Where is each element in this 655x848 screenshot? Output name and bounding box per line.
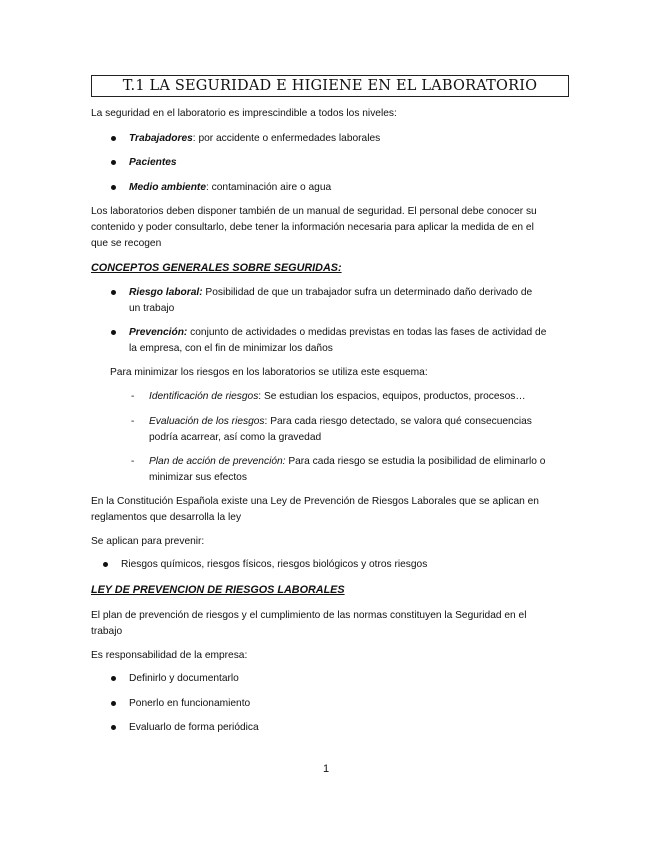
scheme-term: Plan de acción de prevención: (149, 456, 286, 467)
scheme-item-plan (149, 455, 545, 469)
scheme-text: : Se estudian los espacios, equipos, productos, procesos… (258, 391, 526, 402)
concept-item-prevention (129, 326, 546, 340)
bullet-icon (111, 330, 116, 335)
plan-line: El plan de prevención de riesgos y el cumplimiento de las normas constituyen la Seguridad en el (91, 610, 527, 621)
company-item: Ponerlo en funcionamiento (129, 698, 251, 709)
dash-marker: - (131, 456, 135, 467)
bullet-icon (111, 185, 116, 190)
level-item-patients (129, 156, 177, 170)
level-item-environment (129, 181, 331, 195)
bullet-icon (111, 160, 116, 165)
constitution-line: reglamentos que desarrolla la ley (91, 512, 242, 523)
section-heading-law: LEY DE PREVENCION DE RIESGOS LABORALES (91, 584, 345, 596)
manual-line: que se recogen (91, 238, 162, 249)
bullet-icon (111, 676, 116, 681)
intro-text: La seguridad en el laboratorio es imprescindible a todos los niveles: (91, 108, 397, 119)
bullet-icon (111, 701, 116, 706)
company-item: Evaluarlo de forma periódica (129, 722, 259, 733)
concept-item-risk (129, 286, 532, 300)
manual-line: contenido y poder consultarlo, debe tener la información necesaria para aplicar la medida de en el (91, 222, 534, 233)
concept-term: Prevención: (129, 327, 188, 338)
scheme-text: Para cada riesgo se estudia la posibilidad de eliminarlo o (285, 456, 546, 467)
bullet-icon (111, 136, 116, 141)
document-title: T.1 LA SEGURIDAD E HIGIENE EN EL LABORATORIO (91, 75, 569, 97)
concept-text-cont: la empresa, con el fin de minimizar los daños (129, 343, 333, 354)
constitution-line: En la Constitución Española existe una Ley de Prevención de Riesgos Laborales que se aplican en (91, 496, 539, 507)
company-intro: Es responsabilidad de la empresa: (91, 650, 248, 661)
manual-line: Los laboratorios deben disponer también de un manual de seguridad. El personal debe conocer su (91, 206, 537, 217)
prevent-item: Riesgos químicos, riesgos físicos, riesgos biológicos y otros riesgos (121, 559, 428, 570)
level-term: Trabajadores (129, 133, 193, 144)
section-heading-concepts: CONCEPTOS GENERALES SOBRE SEGURIDAS: (91, 262, 342, 274)
scheme-text-cont: minimizar sus efectos (149, 472, 247, 483)
scheme-item-identification (149, 390, 526, 404)
page-number: 1 (323, 763, 330, 775)
concept-text: Posibilidad de que un trabajador sufra un determinado daño derivado de (202, 287, 533, 298)
level-term: Pacientes (129, 157, 177, 168)
bullet-icon (111, 725, 116, 730)
bullet-icon (111, 290, 116, 295)
level-text: : por accidente o enfermedades laborales (192, 133, 381, 144)
scheme-text-cont: podría acarrear, así como la gravedad (149, 432, 322, 443)
dash-marker: - (131, 391, 135, 402)
prevent-intro: Se aplican para prevenir: (91, 536, 205, 547)
scheme-item-evaluation (149, 415, 532, 429)
scheme-term: Evaluación de los riesgos (149, 416, 265, 427)
scheme-text: : Para cada riesgo detectado, se valora qué consecuencias (264, 416, 532, 427)
bullet-icon (103, 562, 108, 567)
scheme-intro: Para minimizar los riesgos en los laboratorios se utiliza este esquema: (110, 367, 428, 378)
level-item-workers (129, 132, 380, 146)
level-text: : contaminación aire o agua (205, 182, 332, 193)
dash-marker: - (131, 416, 135, 427)
level-term: Medio ambiente (129, 182, 206, 193)
plan-line: trabajo (91, 626, 123, 637)
concept-text-cont: un trabajo (129, 303, 175, 314)
concept-term: Riesgo laboral: (129, 287, 203, 298)
company-item: Definirlo y documentarlo (129, 673, 239, 684)
concept-text: conjunto de actividades o medidas previstas en todas las fases de actividad de (187, 327, 547, 338)
scheme-term: Identificación de riesgos (149, 391, 259, 402)
